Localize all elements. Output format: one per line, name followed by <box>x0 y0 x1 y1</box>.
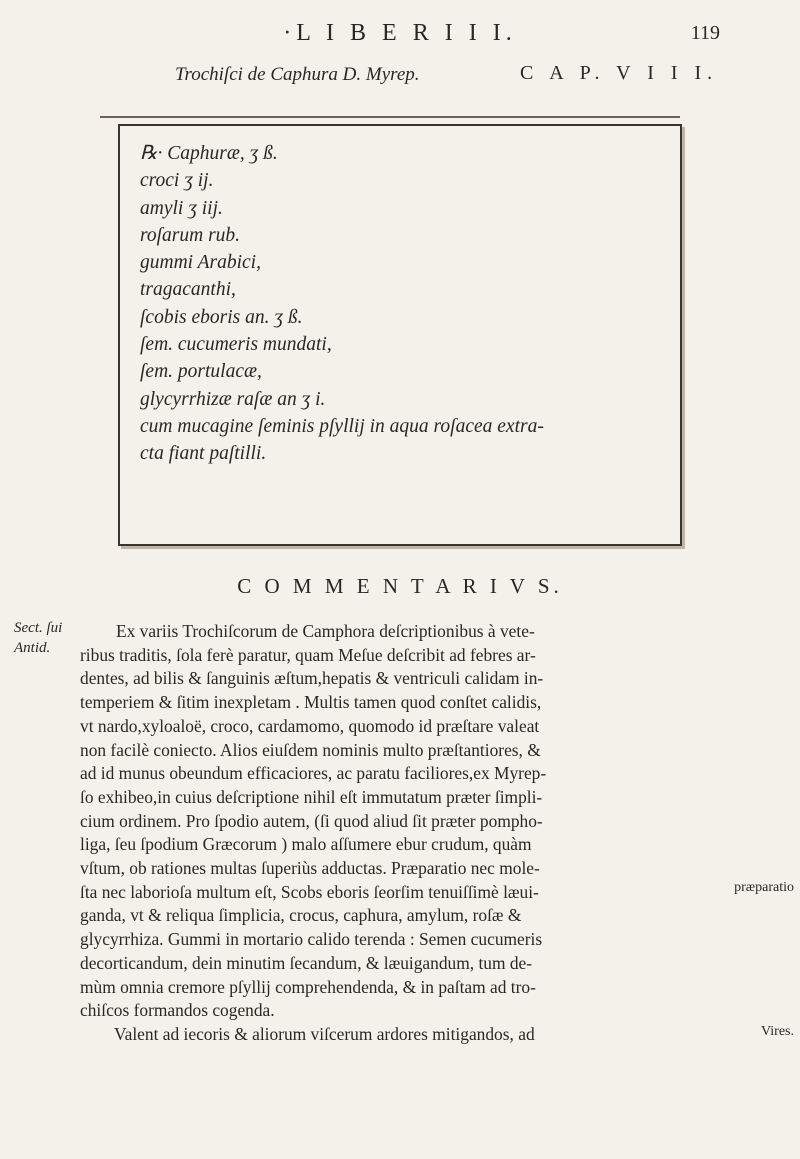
commentary-line: vſtum, ob rationes multas ſuperiùs adductas. Præparatio nec mole- <box>80 858 540 879</box>
commentary-line: cium ordinem. Pro ſpodio autem, (ſi quod aliud ſit præter pompho- <box>80 810 543 831</box>
recipe-line: ℞· Caphuræ, ʒ ß. <box>140 143 278 164</box>
margin-note-line: Sect. ſui <box>14 620 63 636</box>
commentary-line: ſo exhibeo,in cuius deſcriptione nihil eſt immutatum præter ſimpli- <box>80 786 543 807</box>
commentary-line: non facilè coniecto. Alios eiuſdem nominis multo præſtantiores, & <box>80 739 541 760</box>
recipe-line: gummi Arabici, <box>140 252 261 274</box>
commentary-line: Valent ad iecoris & aliorum viſcerum ardores mitigandos, ad <box>114 1023 535 1044</box>
page-number: 119 <box>690 22 720 44</box>
recipe-title: Trochiſci de Caphura D. Myrep. <box>175 64 420 85</box>
commentary-line: Ex variis Trochiſcorum de Camphora deſcriptionibus à vete- <box>116 621 535 641</box>
recipe-line: ſem. portulacæ, <box>140 361 262 383</box>
commentary-line: glycyrrhiza. Gummi in mortario calido terenda : Semen cucumeris <box>80 929 543 950</box>
chapter-number: C A P. V I I I. <box>520 62 719 84</box>
margin-note-left <box>14 618 66 658</box>
recipe-line: ſem. cucumeris mundati, <box>140 334 332 356</box>
commentary-line: vt nardo,xyloaloë, croco, cardamomo, quomodo id præſtare valeat <box>80 715 540 736</box>
margin-note-line: Antid. <box>14 640 51 656</box>
recipe-line: cum mucagine ſeminis pſyllij in aqua roſacea extra- <box>140 415 544 437</box>
recipe-line: croci ʒ ij. <box>140 170 214 192</box>
margin-note-praeparatio: præparatio <box>734 880 794 895</box>
commentary-line: temperiem & ſitim inexpletam . Multis tamen quod conſtet calidis, <box>80 692 542 713</box>
recipe-line: glycyrrhizæ raſæ an ʒ i. <box>140 388 326 410</box>
recipe-block <box>140 140 670 468</box>
commentary-line: dentes, ad bilis & ſanguinis æſtum,hepatis & ventriculi calidam in- <box>80 668 544 689</box>
chapter-subheading <box>0 64 800 94</box>
recipe-line: amyli ʒ iij. <box>140 197 223 219</box>
running-head: ·L I B E R I I I. <box>283 20 517 46</box>
commentary-line: liga, ſeu ſpodium Græcorum ) malo aſſumere ebur crudum, quàm <box>80 834 532 855</box>
commentary-line: ſta nec laborioſa multum eſt, Scobs eboris ſeorſim tenuiſſimè læui- <box>80 881 539 902</box>
commentary-body <box>80 620 720 1047</box>
recipe-line: tragacanthi, <box>140 279 236 301</box>
commentary-line: ribus traditis, ſola ferè paratur, quam Meſue deſcribit ad febres ar- <box>80 644 536 665</box>
commentary-line: mùm omnia cremore pſyllij comprehendenda, & in paſtam ad tro- <box>80 976 536 997</box>
recipe-line: cta fiant paſtilli. <box>140 443 267 465</box>
ornamental-rule <box>100 116 680 118</box>
commentary-line: ad id munus obeundum efficaciores, ac paratu faciliores,ex Myrep- <box>80 763 547 784</box>
commentary-line: ganda, vt & reliqua ſimplicia, crocus, caphura, amylum, roſæ & <box>80 905 522 926</box>
recipe-line: ſcobis eboris an. ʒ ß. <box>140 306 303 328</box>
commentary-heading: C O M M E N T A R I V S. <box>237 574 563 598</box>
recipe-line: roſarum rub. <box>140 224 241 246</box>
commentary-line: chiſcos formandos cogenda. <box>80 1000 275 1021</box>
margin-note-vires: Vires. <box>761 1024 794 1039</box>
commentary-line: decorticandum, dein minutim ſecandum, & læuigandum, tum de- <box>80 952 533 973</box>
